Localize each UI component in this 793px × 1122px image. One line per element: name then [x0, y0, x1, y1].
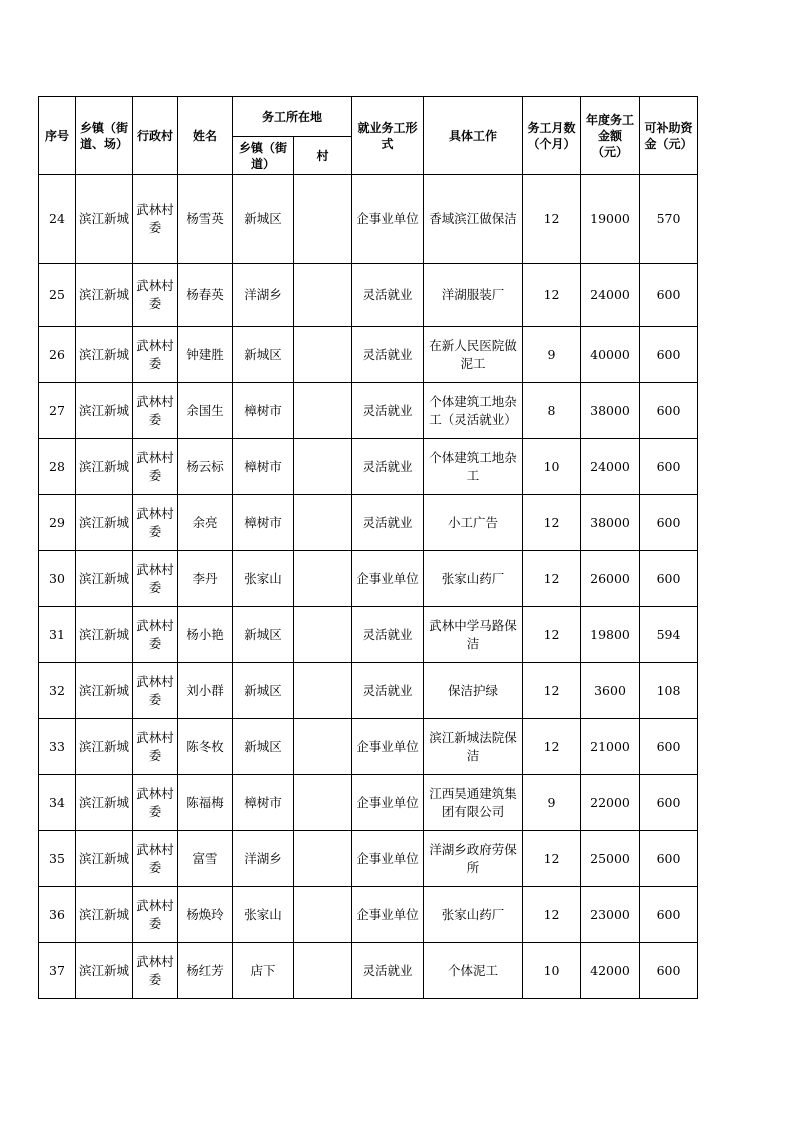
cell-work-township: 新城区	[233, 175, 294, 264]
cell-work-village	[294, 383, 352, 439]
table-row	[39, 175, 698, 264]
cell-township: 滨江新城	[76, 175, 133, 264]
cell-no: 30	[39, 551, 76, 607]
cell-no: 33	[39, 719, 76, 775]
cell-employment-form: 灵活就业	[352, 383, 424, 439]
table-row	[39, 719, 698, 775]
cell-name: 富雪	[178, 831, 233, 887]
cell-months: 10	[523, 943, 581, 999]
cell-name: 余亮	[178, 495, 233, 551]
cell-township: 滨江新城	[76, 943, 133, 999]
cell-subsidy: 600	[640, 831, 698, 887]
cell-subsidy: 600	[640, 887, 698, 943]
cell-annual-income: 25000	[581, 831, 640, 887]
cell-employment-form: 企事业单位	[352, 887, 424, 943]
cell-township: 滨江新城	[76, 719, 133, 775]
cell-subsidy: 600	[640, 383, 698, 439]
cell-no: 35	[39, 831, 76, 887]
cell-annual-income: 23000	[581, 887, 640, 943]
cell-subsidy: 600	[640, 719, 698, 775]
cell-village-admin: 武林村委	[133, 943, 178, 999]
cell-months: 12	[523, 663, 581, 719]
table-row	[39, 607, 698, 663]
cell-work-village	[294, 607, 352, 663]
table-row	[39, 383, 698, 439]
cell-subsidy: 600	[640, 327, 698, 383]
cell-job: 个体泥工	[424, 943, 523, 999]
cell-job: 洋湖乡政府劳保所	[424, 831, 523, 887]
cell-subsidy: 600	[640, 264, 698, 327]
cell-village-admin: 武林村委	[133, 719, 178, 775]
cell-work-township: 新城区	[233, 719, 294, 775]
table-row	[39, 943, 698, 999]
header-annual-income: 年度务工金额（元）	[581, 97, 640, 175]
cell-job: 武林中学马路保洁	[424, 607, 523, 663]
cell-work-village	[294, 831, 352, 887]
cell-subsidy: 600	[640, 943, 698, 999]
header-village-admin: 行政村	[133, 97, 178, 175]
cell-name: 杨云标	[178, 439, 233, 495]
cell-months: 12	[523, 887, 581, 943]
cell-village-admin: 武林村委	[133, 264, 178, 327]
table-row	[39, 663, 698, 719]
cell-months: 12	[523, 831, 581, 887]
header-work-village: 村	[294, 137, 352, 175]
cell-employment-form: 企事业单位	[352, 551, 424, 607]
header-work-location: 务工所在地	[233, 97, 352, 137]
cell-employment-form: 灵活就业	[352, 943, 424, 999]
cell-work-village	[294, 775, 352, 831]
cell-subsidy: 108	[640, 663, 698, 719]
cell-annual-income: 22000	[581, 775, 640, 831]
cell-subsidy: 600	[640, 495, 698, 551]
cell-annual-income: 38000	[581, 495, 640, 551]
cell-township: 滨江新城	[76, 495, 133, 551]
cell-annual-income: 19000	[581, 175, 640, 264]
table-row	[39, 439, 698, 495]
header-months: 务工月数（个月）	[523, 97, 581, 175]
cell-employment-form: 灵活就业	[352, 663, 424, 719]
table-row	[39, 887, 698, 943]
cell-job: 香域滨江做保洁	[424, 175, 523, 264]
cell-no: 31	[39, 607, 76, 663]
cell-work-township: 店下	[233, 943, 294, 999]
cell-employment-form: 企事业单位	[352, 719, 424, 775]
cell-work-village	[294, 719, 352, 775]
cell-job: 滨江新城法院保洁	[424, 719, 523, 775]
cell-township: 滨江新城	[76, 327, 133, 383]
header-work-township: 乡镇（街道）	[233, 137, 294, 175]
cell-work-township: 新城区	[233, 327, 294, 383]
cell-name: 杨焕玲	[178, 887, 233, 943]
cell-employment-form: 灵活就业	[352, 327, 424, 383]
cell-name: 钟建胜	[178, 327, 233, 383]
cell-work-village	[294, 439, 352, 495]
cell-name: 杨雪英	[178, 175, 233, 264]
cell-employment-form: 灵活就业	[352, 607, 424, 663]
cell-no: 27	[39, 383, 76, 439]
cell-subsidy: 600	[640, 775, 698, 831]
cell-work-village	[294, 327, 352, 383]
cell-months: 12	[523, 175, 581, 264]
cell-annual-income: 26000	[581, 551, 640, 607]
cell-employment-form: 企事业单位	[352, 175, 424, 264]
cell-work-township: 樟树市	[233, 495, 294, 551]
cell-work-township: 樟树市	[233, 775, 294, 831]
cell-job: 保洁护绿	[424, 663, 523, 719]
cell-work-village	[294, 943, 352, 999]
cell-township: 滨江新城	[76, 383, 133, 439]
cell-employment-form: 企事业单位	[352, 831, 424, 887]
cell-work-village	[294, 175, 352, 264]
header-job: 具体工作	[424, 97, 523, 175]
table-row	[39, 775, 698, 831]
cell-subsidy: 594	[640, 607, 698, 663]
cell-village-admin: 武林村委	[133, 775, 178, 831]
cell-village-admin: 武林村委	[133, 551, 178, 607]
cell-no: 34	[39, 775, 76, 831]
header-name: 姓名	[178, 97, 233, 175]
cell-subsidy: 570	[640, 175, 698, 264]
cell-no: 28	[39, 439, 76, 495]
cell-annual-income: 24000	[581, 439, 640, 495]
cell-job: 洋湖服装厂	[424, 264, 523, 327]
cell-job: 个体建筑工地杂工	[424, 439, 523, 495]
cell-name: 刘小群	[178, 663, 233, 719]
cell-subsidy: 600	[640, 439, 698, 495]
cell-months: 12	[523, 719, 581, 775]
cell-subsidy: 600	[640, 551, 698, 607]
cell-township: 滨江新城	[76, 551, 133, 607]
cell-name: 李丹	[178, 551, 233, 607]
cell-village-admin: 武林村委	[133, 439, 178, 495]
cell-work-township: 洋湖乡	[233, 264, 294, 327]
cell-village-admin: 武林村委	[133, 831, 178, 887]
header-no: 序号	[39, 97, 76, 175]
cell-no: 37	[39, 943, 76, 999]
table-row	[39, 327, 698, 383]
cell-village-admin: 武林村委	[133, 327, 178, 383]
cell-months: 12	[523, 551, 581, 607]
cell-employment-form: 灵活就业	[352, 264, 424, 327]
cell-months: 8	[523, 383, 581, 439]
cell-annual-income: 38000	[581, 383, 640, 439]
cell-months: 12	[523, 607, 581, 663]
cell-months: 10	[523, 439, 581, 495]
cell-months: 12	[523, 495, 581, 551]
cell-village-admin: 武林村委	[133, 607, 178, 663]
cell-annual-income: 42000	[581, 943, 640, 999]
cell-name: 杨红芳	[178, 943, 233, 999]
cell-work-township: 樟树市	[233, 383, 294, 439]
cell-job: 个体建筑工地杂工（灵活就业）	[424, 383, 523, 439]
table-row	[39, 495, 698, 551]
cell-village-admin: 武林村委	[133, 663, 178, 719]
cell-township: 滨江新城	[76, 439, 133, 495]
header-employment-form: 就业务工形式	[352, 97, 424, 175]
cell-name: 陈福梅	[178, 775, 233, 831]
cell-job: 张家山药厂	[424, 887, 523, 943]
cell-name: 陈冬枚	[178, 719, 233, 775]
cell-job: 在新人民医院做泥工	[424, 327, 523, 383]
cell-months: 12	[523, 264, 581, 327]
cell-months: 9	[523, 775, 581, 831]
cell-township: 滨江新城	[76, 607, 133, 663]
cell-employment-form: 灵活就业	[352, 495, 424, 551]
cell-township: 滨江新城	[76, 775, 133, 831]
table-header	[39, 97, 698, 175]
cell-work-township: 新城区	[233, 663, 294, 719]
cell-work-village	[294, 264, 352, 327]
cell-township: 滨江新城	[76, 663, 133, 719]
cell-work-village	[294, 551, 352, 607]
cell-name: 杨春英	[178, 264, 233, 327]
cell-employment-form: 企事业单位	[352, 775, 424, 831]
cell-job: 小工广告	[424, 495, 523, 551]
cell-township: 滨江新城	[76, 831, 133, 887]
header-subsidy: 可补助资金（元）	[640, 97, 698, 175]
cell-no: 36	[39, 887, 76, 943]
cell-village-admin: 武林村委	[133, 887, 178, 943]
cell-no: 25	[39, 264, 76, 327]
cell-work-township: 张家山	[233, 887, 294, 943]
cell-work-township: 张家山	[233, 551, 294, 607]
cell-job: 张家山药厂	[424, 551, 523, 607]
cell-township: 滨江新城	[76, 887, 133, 943]
cell-work-township: 樟树市	[233, 439, 294, 495]
cell-no: 24	[39, 175, 76, 264]
cell-no: 32	[39, 663, 76, 719]
header-township: 乡镇（街道、场）	[76, 97, 133, 175]
cell-months: 9	[523, 327, 581, 383]
cell-job: 江西昊通建筑集团有限公司	[424, 775, 523, 831]
cell-work-village	[294, 887, 352, 943]
cell-township: 滨江新城	[76, 264, 133, 327]
cell-village-admin: 武林村委	[133, 495, 178, 551]
cell-annual-income: 40000	[581, 327, 640, 383]
cell-village-admin: 武林村委	[133, 383, 178, 439]
cell-no: 29	[39, 495, 76, 551]
cell-annual-income: 21000	[581, 719, 640, 775]
cell-work-village	[294, 663, 352, 719]
cell-name: 余国生	[178, 383, 233, 439]
cell-annual-income: 3600	[581, 663, 640, 719]
employment-subsidy-table	[38, 96, 698, 999]
table-row	[39, 831, 698, 887]
cell-no: 26	[39, 327, 76, 383]
cell-employment-form: 灵活就业	[352, 439, 424, 495]
cell-annual-income: 19800	[581, 607, 640, 663]
cell-village-admin: 武林村委	[133, 175, 178, 264]
table-body	[39, 175, 698, 999]
cell-work-township: 新城区	[233, 607, 294, 663]
cell-annual-income: 24000	[581, 264, 640, 327]
table-row	[39, 551, 698, 607]
table-row	[39, 264, 698, 327]
cell-name: 杨小艳	[178, 607, 233, 663]
cell-work-township: 洋湖乡	[233, 831, 294, 887]
cell-work-village	[294, 495, 352, 551]
